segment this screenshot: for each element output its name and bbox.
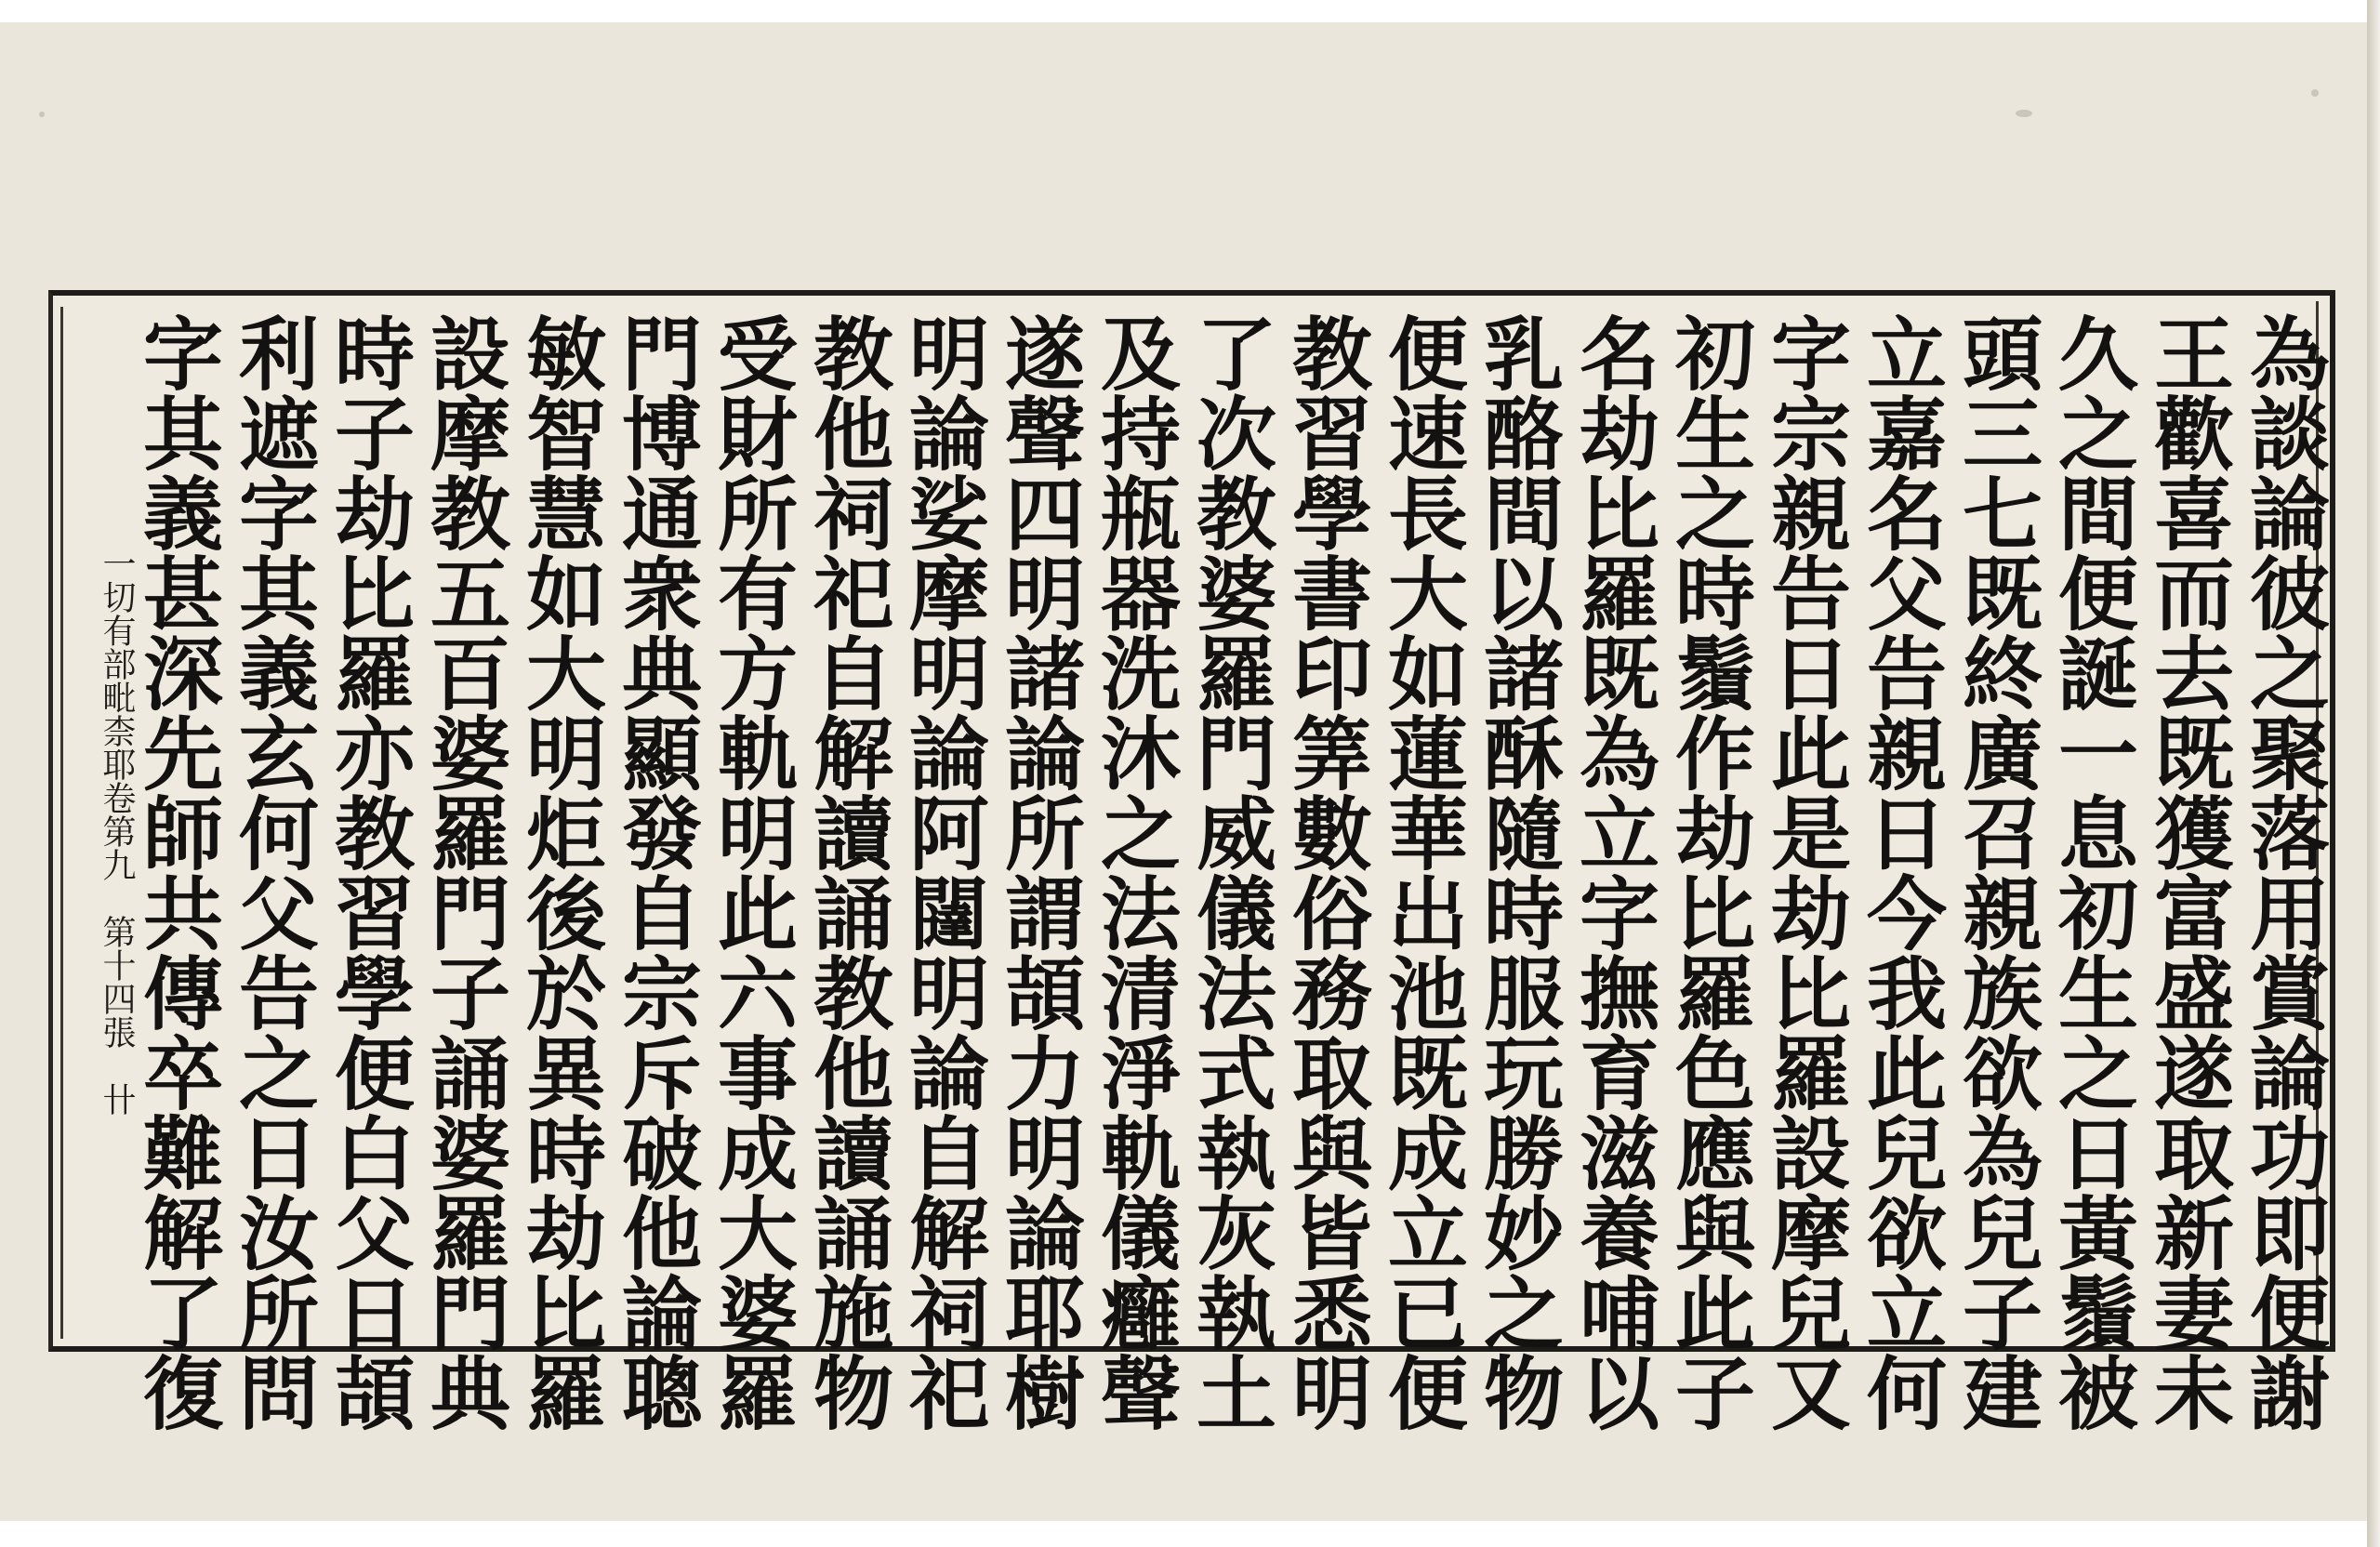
- text-column: 王歡喜而去既獲富盛遂取新妻未: [2140, 312, 2234, 1432]
- ink-blot: [39, 112, 45, 117]
- ink-blot: [2016, 110, 2032, 117]
- top-edge: [0, 0, 2380, 22]
- text-column: 教他祠祀自解讀誦教他讀誦施物: [800, 312, 893, 1432]
- text-column: 遂聲四明諸論所謂頡力明論耶樹: [991, 312, 1085, 1432]
- text-column: 便速長大如蓮華出池既成立已便: [1374, 312, 1468, 1432]
- ink-blot: [2311, 89, 2319, 97]
- text-column: 利遮字其義玄何父告之日汝所問: [225, 312, 319, 1432]
- text-column: 為談論彼之聚落用賞論功即便謝: [2236, 312, 2330, 1432]
- text-column: 字其義甚深先師共傳卒難解了復: [129, 312, 223, 1432]
- text-block-frame: [48, 290, 2335, 1432]
- text-column: 設摩教五百婆羅門子誦婆羅門典: [416, 312, 510, 1432]
- text-column: 久之間便誕一息初生之日黃鬚被: [2044, 312, 2138, 1432]
- text-columns: [53, 296, 2330, 1432]
- text-column: 了次教婆羅門威儀法式執灰執土: [1183, 312, 1276, 1432]
- text-column: 及持瓶器洗沐之法清淨軌儀癰聲: [1087, 312, 1181, 1432]
- text-column: 教習學書印筭數俗務取與皆悉明: [1278, 312, 1372, 1432]
- text-column: 初生之時鬚作劫比羅色應與此子: [1661, 312, 1755, 1432]
- text-column: 立嘉名父告親日今我此兒欲立何: [1853, 312, 1947, 1432]
- page-fold-shadow: [2367, 0, 2380, 1547]
- text-column: 頭三七既終廣召親族欲為兒子建: [1949, 312, 2043, 1432]
- margin-note: 一切有部毗柰耶卷第九 第十四張 卄: [98, 547, 136, 1116]
- text-column: 敏智慧如大明炬後於異時劫比羅: [512, 312, 606, 1432]
- text-column: 字宗親告日此是劫比羅設摩兒又: [1757, 312, 1851, 1432]
- text-column: 名劫比羅既為立字撫育滋養哺以: [1566, 312, 1659, 1432]
- bottom-edge: [0, 1521, 2380, 1547]
- text-column: 乳酪間以諸酥隨時服玩勝妙之物: [1470, 312, 1564, 1432]
- text-column: 受財所有方軌明此六事成大婆羅: [704, 312, 798, 1432]
- text-column: 時子劫比羅亦教習學便白父日頡: [321, 312, 415, 1432]
- text-column: 明論娑摩明論阿闥明論自解祠祀: [895, 312, 989, 1432]
- text-column: 門博通衆典顯發自宗斥破他論聰: [608, 312, 702, 1432]
